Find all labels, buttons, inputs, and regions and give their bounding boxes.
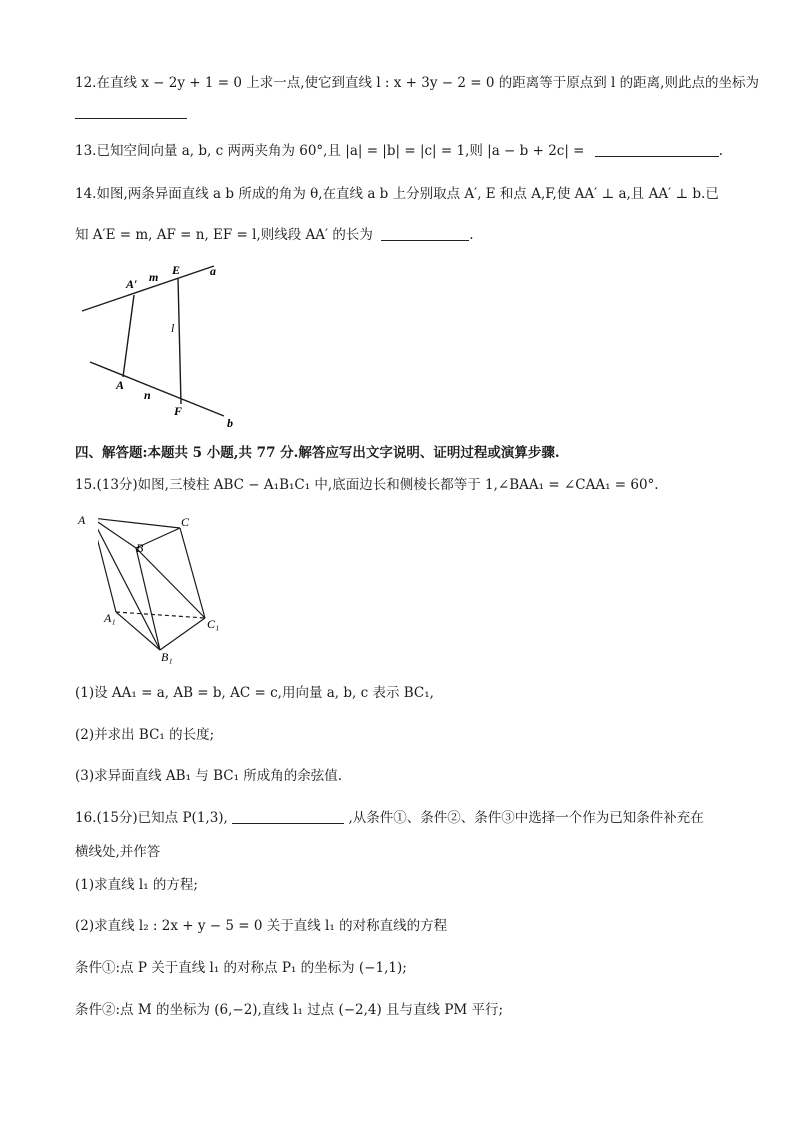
label-b: b (227, 416, 233, 430)
q15-part2: (2)并求出 BC₁ 的长度; (75, 727, 215, 743)
label-C1: C₁ (207, 617, 220, 631)
q14-line2: 知 A′E = m, AF = n, EF = l,则线段 AA′ 的长为 . (75, 227, 474, 243)
label-E: E (172, 263, 181, 277)
q16-line1a: 16.(15分)已知点 P(1,3), (75, 810, 228, 826)
q15-line1: 15.(13分)如图,三棱柱 ABC − A₁B₁C₁ 中,底面边长和侧棱长都等于 1,∠BAA₁ = ∠CAA₁ = 60°. (75, 477, 659, 493)
label-B1: B₁ (161, 650, 173, 664)
segment-EF (178, 278, 181, 404)
q13-line1: 13.已知空间向量 a, b, c 两两夹角为 60°,且 |a| = |b| = |c| = 1,则 |a − b + 2c| = . (75, 143, 724, 159)
q16-cond2: 条件②:点 M 的坐标为 (6,−2),直线 l₁ 过点 (−2,4) 且与直线 PM 平行; (75, 1002, 504, 1018)
q12-answer-blank (75, 104, 187, 122)
q16-line1 (75, 809, 704, 827)
q16-part1: (1)求直线 l₁ 的方程; (75, 877, 198, 893)
line-a (82, 266, 214, 311)
q16-condition-blank (232, 809, 344, 824)
q14-line1: 14.如图,两条异面直线 a b 所成的角为 θ,在直线 a b 上分别取点 A′, E 和点 A,F,使 AA′ ⊥ a,且 AA′ ⊥ b.已 (75, 186, 719, 202)
q15-figure-labels (75, 510, 235, 670)
q14-figure (74, 258, 254, 433)
line-b (90, 362, 224, 416)
label-A1: A₁ (104, 611, 116, 625)
q16-cond1: 条件①:点 P 关于直线 l₁ 的对称点 P₁ 的坐标为 (−1,1); (75, 960, 407, 976)
section4-heading: 四、解答题:本题共 5 小题,共 77 分.解答应写出文字说明、证明过程或演算步骤. (75, 445, 560, 461)
q15-part1: (1)设 AA₁ = a, AB = b, AC = c,用向量 a, b, c 表示 BC₁, (75, 685, 434, 701)
label-a: a (210, 264, 216, 278)
q15-part3: (3)求异面直线 AB₁ 与 BC₁ 所成角的余弦值. (75, 768, 343, 784)
q16-line1b: ,从条件①、条件②、条件③中选择一个作为已知条件补充在 (348, 810, 704, 826)
label-n: n (144, 388, 151, 402)
q14-answer-blank (381, 226, 469, 241)
segment-AA-prime (123, 295, 134, 377)
q12-line1: 12.在直线 x − 2y + 1 = 0 上求一点,使它到直线 l : x + 3y − 2 = 0 的距离等于原点到 l 的距离,则此点的坐标为 (75, 75, 759, 91)
label-F: F (174, 404, 183, 418)
label-l: l (171, 321, 175, 335)
label-m: m (149, 270, 159, 284)
q14-line2-text: 知 A′E = m, AF = n, EF = l,则线段 AA′ 的长为 (75, 227, 373, 243)
q13-text: 13.已知空间向量 a, b, c 两两夹角为 60°,且 |a| = |b| = |c| = 1,则 |a − b + 2c| = (75, 143, 585, 159)
label-A-prime: A′ (126, 277, 138, 291)
label-A: A (116, 378, 125, 392)
label-A: A (78, 513, 86, 527)
q13-answer-blank (595, 142, 719, 157)
label-B: B (136, 541, 144, 555)
q16-line2: 横线处,并作答 (75, 844, 161, 860)
q16-part2: (2)求直线 l₂ : 2x + y − 5 = 0 关于直线 l₁ 的对称直线的方程 (75, 918, 448, 934)
label-C: C (181, 515, 190, 529)
